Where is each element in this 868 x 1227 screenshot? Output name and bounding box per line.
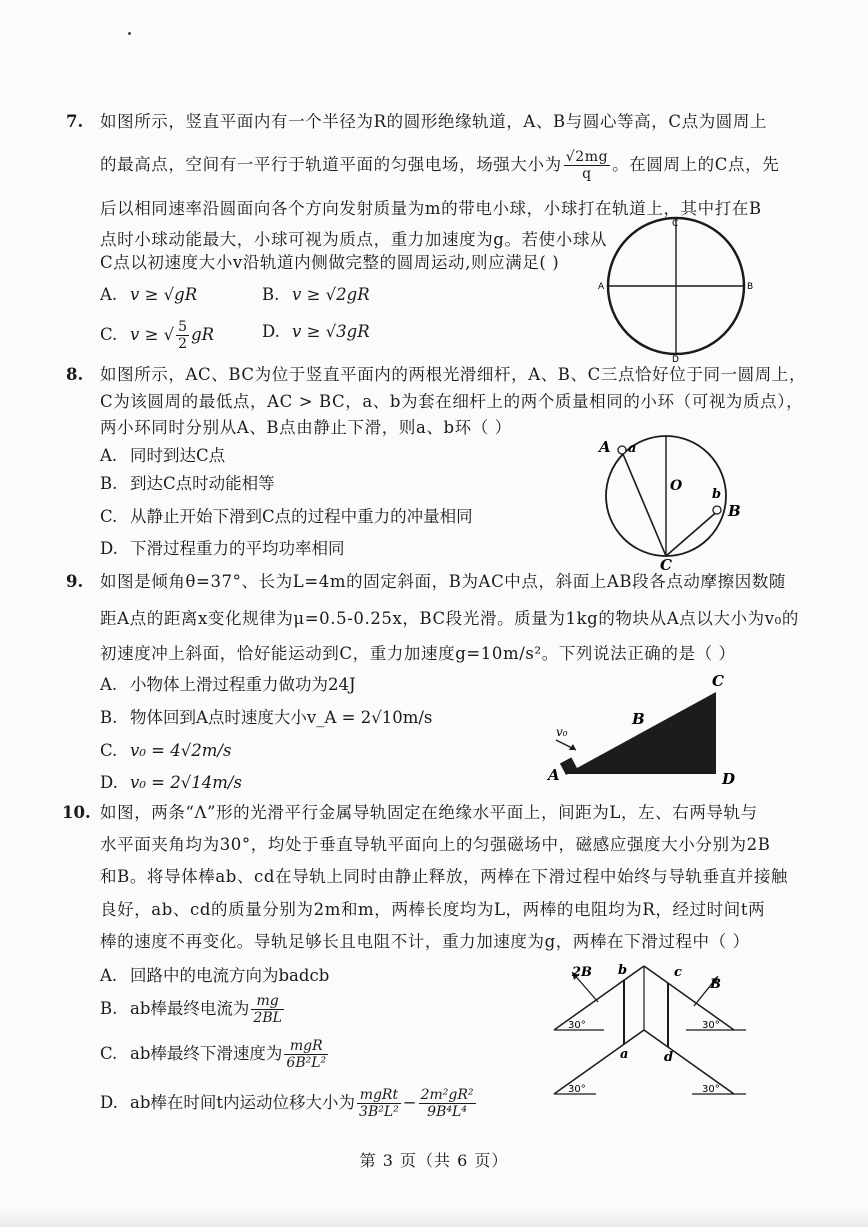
q9-option-d [100, 772, 242, 794]
q7-label-b: B [747, 282, 754, 292]
q10-line-2: 水平面夹角均为30°，均处于垂直导轨平面向上的匀强磁场中，磁感应强度大小分别为2B [100, 835, 771, 854]
q7-option-b-text: v ≥ √2gR [292, 285, 370, 304]
q10-option-b-num: mg [251, 993, 284, 1010]
q7-field-num: √2mg [565, 149, 609, 165]
q10-rails-figure [546, 958, 756, 1104]
q10-option-a-text: 回路中的电流方向为badcb [130, 966, 330, 985]
q7-option-c-fraction [176, 319, 189, 352]
page-footer: 第 3 页（共 6 页） [359, 1151, 509, 1170]
q9-option-a [100, 674, 356, 696]
q8-option-b-label: B. [100, 474, 118, 493]
q7-option-d-text: v ≥ √3gR [292, 322, 370, 341]
q7-field-fraction [564, 149, 610, 182]
q8-option-c [100, 506, 473, 528]
q7-label-c: C [672, 219, 679, 229]
q10-option-b-den: 2BL [253, 1010, 282, 1026]
q7-line-3: 后以相同速率沿圆面向各个方向发射质量为m的带电小球，小球打在轨道上，其中打在B [100, 199, 762, 218]
q10-angle-upper-left: 30° [568, 1020, 586, 1031]
q10-label-a: a [620, 1047, 629, 1062]
q8-option-d-text: 下滑过程重力的平均功率相同 [130, 539, 345, 558]
q10-lower-right-rail [644, 1030, 734, 1094]
q9-option-d-label: D. [100, 773, 118, 792]
q10-option-b-label: B. [100, 999, 118, 1018]
q10-label-2B: 2B [572, 965, 593, 980]
q10-option-d-fraction-2 [419, 1087, 476, 1120]
q7-line-1: 如图所示，竖直平面内有一个半径为R的圆形绝缘轨道，A、B与圆心等高，C点为圆周上 [100, 112, 768, 131]
q7-option-d-label: D. [262, 322, 280, 341]
q7-option-c-post: gR [191, 325, 215, 344]
q10-option-b-fraction [251, 993, 284, 1026]
q10-option-c [100, 1038, 330, 1071]
q10-option-c-pre: ab棒最终下滑速度为 [130, 1044, 283, 1063]
q8-line-3: 两小环同时分别从A、B点由静止下滑，则a、b环（ ） [100, 418, 512, 437]
q9-option-c-text: v₀ = 4√2m/s [130, 741, 232, 760]
q7-option-a-label: A. [100, 285, 118, 304]
q8-ring-b [713, 506, 721, 514]
q9-label-A: A [548, 766, 560, 784]
q10-option-a-label: A. [100, 966, 118, 985]
q10-option-d-den-1: 3B²L² [359, 1104, 399, 1120]
q7-line-4: 点时小球动能最大，小球可视为质点，重力加速度为g。若使小球从 [100, 230, 608, 249]
q9-option-b [100, 707, 432, 729]
q9-label-B: B [632, 710, 645, 728]
q8-number: 8. [66, 365, 84, 384]
q8-option-b-text: 到达C点时动能相等 [130, 474, 275, 493]
q9-line-3: 初速度冲上斜面，恰好能运动到C，重力加速度g=10m/s²。下列说法正确的是（ ） [100, 644, 736, 663]
q10-option-d-minus: − [402, 1093, 417, 1112]
q8-option-a-label: A. [100, 446, 118, 465]
q10-option-d-den-2: 9B⁴L⁴ [427, 1104, 467, 1120]
q10-label-b: b [618, 963, 628, 978]
q7-number: 7. [66, 112, 84, 131]
q8-line-2: C为该圆周的最低点，AC > BC，a、b为套在细杆上的两个质量相同的小环（可视为质点）， [100, 392, 804, 411]
q8-label-A: A [599, 438, 611, 456]
q7-line-5: C点以初速度大小v沿轨道内侧做完整的圆周运动,则应满足( ) [100, 253, 560, 272]
q8-label-B: B [728, 502, 741, 520]
q7-line-2b: 。在圆周上的C点，先 [612, 155, 780, 174]
q7-option-c-den: 2 [178, 336, 188, 352]
q8-option-c-text: 从静止开始下滑到C点的过程中重力的冲量相同 [130, 507, 473, 526]
q8-option-d-label: D. [100, 539, 118, 558]
q10-option-d-label: D. [100, 1093, 118, 1112]
q10-line-4: 良好，ab、cd的质量分别为2m和m，两棒长度均为L，两棒的电阻均为R，经过时间t两 [100, 900, 766, 919]
q7-label-d: D [672, 355, 679, 362]
q9-option-c [100, 740, 231, 762]
q9-incline-figure [544, 670, 744, 790]
q9-option-a-text: 小物体上滑过程重力做功为24J [130, 675, 356, 694]
q10-option-c-num: mgR [284, 1038, 328, 1055]
q9-option-c-label: C. [100, 741, 118, 760]
q9-option-b-label: B. [100, 708, 118, 727]
q8-option-a [100, 445, 225, 467]
q7-option-b-label: B. [262, 285, 280, 304]
q7-label-a: A [598, 282, 605, 292]
q7-option-d [262, 321, 370, 343]
q8-label-b: b [712, 487, 722, 502]
q9-label-C: C [712, 672, 724, 690]
q10-upper-right-rail [644, 966, 734, 1030]
q10-line-3: 和B。将导体棒ab、cd在导轨上同时由静止释放，两棒在下滑过程中始终与导轨垂直并接触 [100, 867, 789, 886]
q8-option-a-text: 同时到达C点 [130, 446, 226, 465]
q8-label-a: a [628, 441, 637, 456]
q10-option-b-pre: ab棒最终电流为 [130, 999, 250, 1018]
q10-option-b [100, 993, 286, 1026]
q7-option-c [100, 319, 214, 352]
q10-angle-upper-right: 30° [702, 1020, 720, 1031]
q10-option-c-fraction [284, 1038, 328, 1071]
q10-label-c: c [674, 965, 682, 980]
q9-number: 9. [66, 572, 84, 591]
q9-label-v0: v₀ [556, 725, 568, 739]
q7-option-b [262, 284, 370, 306]
q8-label-O: O [670, 478, 683, 494]
q8-option-c-label: C. [100, 507, 118, 526]
q8-line-1: 如图所示，AC、BC为位于竖直平面内的两根光滑细杆，A、B、C三点恰好位于同一圆周上， [100, 365, 807, 384]
q10-option-c-den: 6B²L² [286, 1055, 327, 1071]
q10-option-a [100, 965, 329, 987]
q10-label-d: d [664, 1050, 674, 1065]
q7-option-c-num: 5 [178, 319, 188, 335]
q10-option-d-num-1: mgRt [357, 1087, 401, 1104]
q7-line-2a: 的最高点，空间有一平行于轨道平面的匀强电场，场强大小为 [100, 155, 562, 174]
q8-ring-a [618, 446, 626, 454]
q10-line-1: 如图，两条“Λ”形的光滑平行金属导轨固定在绝缘水平面上，间距为L，左、右两导轨与 [100, 803, 758, 822]
q8-rod-ac [620, 447, 666, 556]
q7-circle-figure [596, 216, 766, 362]
q7-option-a-text: v ≥ √gR [130, 285, 198, 304]
q9-incline-wedge [566, 692, 716, 774]
q9-option-a-label: A. [100, 675, 118, 694]
q10-number: 10. [62, 803, 91, 822]
q7-field-den: q [582, 166, 592, 182]
q10-option-d-pre: ab棒在时间t内运动位移大小为 [130, 1093, 356, 1112]
q9-line-2: 距A点的距离x变化规律为μ=0.5-0.25x，BC段光滑。质量为1kg的物块从A点以大小为v₀的 [100, 609, 799, 628]
q10-angle-lower-right: 30° [702, 1084, 720, 1095]
q7-option-c-pre: v ≥ √ [130, 325, 175, 344]
q10-option-d-fraction-1 [357, 1087, 401, 1120]
q10-option-c-label: C. [100, 1044, 118, 1063]
q8-rods-figure [596, 430, 756, 570]
q9-option-d-text: v₀ = 2√14m/s [130, 773, 242, 792]
q7-option-a [100, 284, 197, 306]
q10-option-d [100, 1087, 478, 1120]
q8-option-d [100, 538, 345, 560]
q8-label-C: C [660, 556, 672, 570]
q10-angle-lower-left: 30° [568, 1084, 586, 1095]
q7-line-2 [100, 149, 779, 182]
q8-option-b [100, 473, 275, 495]
q10-option-d-num-2: 2m²gR² [420, 1087, 474, 1103]
q9-option-b-text: 物体回到A点时速度大小v_A = 2√10m/s [130, 708, 433, 727]
scan-speck [128, 32, 131, 35]
q9-line-1: 如图是倾角θ=37°、长为L=4m的固定斜面，B为AC中点，斜面上AB段各点动摩擦因数随 [100, 572, 787, 591]
q10-label-B: B [710, 977, 721, 992]
q9-label-D: D [722, 770, 736, 788]
scan-edge [0, 1209, 868, 1227]
q7-option-c-label: C. [100, 325, 118, 344]
q10-line-5: 棒的速度不再变化。导轨足够长且电阻不计，重力加速度为g，两棒在下滑过程中（ ） [100, 932, 750, 951]
